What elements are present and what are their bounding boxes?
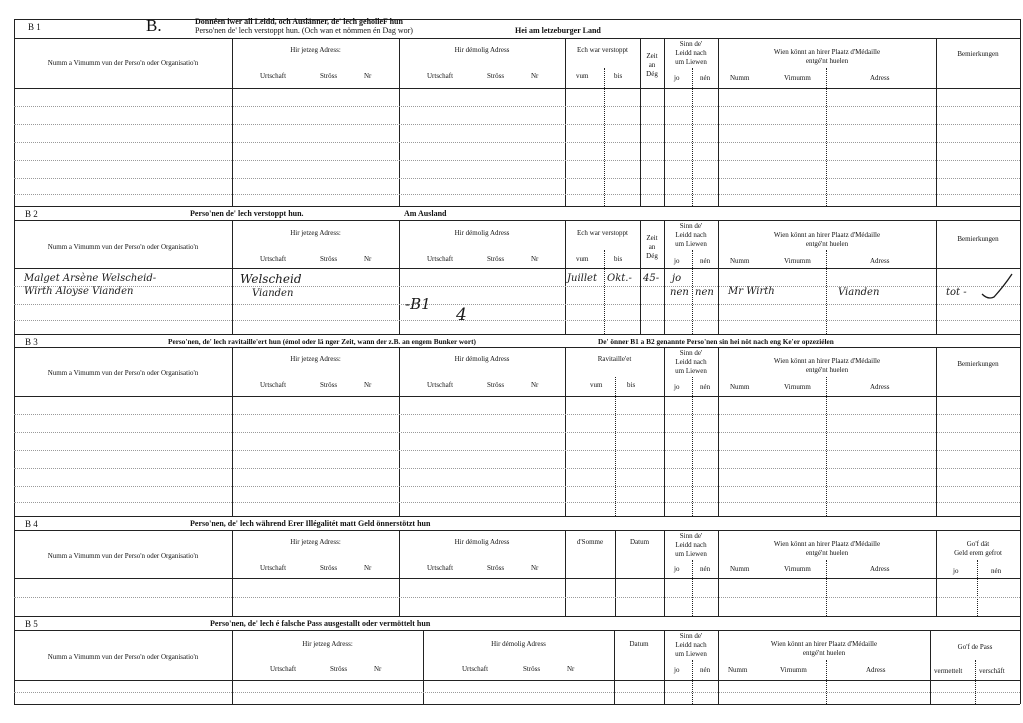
b2-nr-header: Nr <box>364 255 372 263</box>
b3-alive-header-1: Sinn de' <box>679 349 703 357</box>
b2-entry-days: 45- <box>643 273 660 284</box>
b5-former-address-header: Hir démolig Adress <box>491 640 546 648</box>
b1-town2-header: Urtschaft <box>427 72 454 80</box>
b4-former-address-header: Hir démolig Adress <box>454 538 510 546</box>
b2-medal-header-2: entgé'nt huelen <box>805 240 849 248</box>
b1-medal-address-header: Adress <box>870 74 890 82</box>
b3-medal-header-2: entgé'nt huelen <box>805 366 849 374</box>
b3-supplied-header: Ravitaille'et <box>597 355 632 363</box>
b4-current-address-header: Hir jetzeg Adress: <box>290 538 341 546</box>
b4-money-no-header: nén <box>991 567 1002 575</box>
b4-medal-header-2: entgé'nt huelen <box>805 549 849 557</box>
b3-town-header: Urtschaft <box>260 381 287 389</box>
b4-yes-header: jo <box>674 565 680 573</box>
b4-town2-header: Urtschaft <box>427 564 454 572</box>
b2-entry-no: nen <box>695 287 714 298</box>
b1-no-header: nén <box>700 74 711 82</box>
b3-former-address-header: Hir démolig Adress <box>454 355 510 363</box>
b4-sum-header: d'Somme <box>576 538 604 546</box>
b3-nr2-header: Nr <box>531 381 539 389</box>
b4-medal-name-header: Numm <box>730 565 750 573</box>
section-b2-title: Perso'nen de' lech verstoppt hun. <box>190 209 304 218</box>
b3-medal-address-header: Adress <box>870 383 890 391</box>
b3-alive-header-2: Leidd nach <box>675 358 707 366</box>
b2-entry-to: Okt.- <box>607 273 632 284</box>
b2-alive-header-1: Sinn de' <box>679 222 703 230</box>
b1-alive-header-1: Sinn de' <box>679 40 703 48</box>
b1-remarks-header: Bemierkungen <box>957 50 999 58</box>
b2-street-header: Ströss <box>320 255 338 263</box>
b2-nr2-header: Nr <box>531 255 539 263</box>
b2-time-header-3: Dég <box>646 252 658 260</box>
b3-from-header: vum <box>590 381 603 389</box>
b1-former-address-header: Hir démolig Adress <box>454 46 510 54</box>
b1-name-header: Numm a Vimumm vun der Perso'n oder Organisatio'n <box>47 59 199 67</box>
b3-current-address-header: Hir jetzeg Adress: <box>290 355 341 363</box>
b5-medal-firstname-header: Virnumm <box>780 666 807 674</box>
b5-medal-header-2: entgé'nt huelen <box>802 649 846 657</box>
b4-money-yes-header: jo <box>953 567 959 575</box>
b5-nr-header: Nr <box>374 665 382 673</box>
section-b3-note: De' önner B1 a B2 genannte Perso'nen sin hei nöt nach eng Ke'er opzeziélen <box>598 337 834 346</box>
b3-nr-header: Nr <box>364 381 372 389</box>
b2-no-header: nén <box>700 257 711 265</box>
b3-remarks-header: Bemierkungen <box>957 360 999 368</box>
section-b2-label: B 2 <box>25 209 38 219</box>
b2-entry-from: Juillet <box>567 273 597 284</box>
b2-to-header: bis <box>614 255 623 263</box>
b1-nr2-header: Nr <box>531 72 539 80</box>
b5-arranged-header: vermettelt <box>934 667 963 675</box>
b1-nr-header: Nr <box>364 72 372 80</box>
b2-time-header-1: Zeit <box>646 234 658 242</box>
b2-entry-town: Welscheid <box>240 272 302 286</box>
b1-alive-header-3: um Liewen <box>675 58 707 66</box>
b2-entry-mark2: 4 <box>456 305 467 325</box>
form-title-line1: Donnéen iwer all Leidd, och Auslänner, de' lech geholleF hun <box>195 17 403 26</box>
b1-medal-header-1: Wien könnt an hirer Plaatz d'Médaille <box>773 48 881 56</box>
b5-no-header: nén <box>700 666 711 674</box>
b2-medal-address-header: Adress <box>870 257 890 265</box>
b3-street2-header: Ströss <box>487 381 505 389</box>
b5-town-header: Urtschaft <box>270 665 297 673</box>
b4-money-back-header-1: Go'f dät <box>966 540 990 548</box>
b2-entry-remark: tot - <box>946 287 967 298</box>
b1-street2-header: Ströss <box>487 72 505 80</box>
b1-yes-header: jo <box>674 74 680 82</box>
b4-alive-header-1: Sinn de' <box>679 532 703 540</box>
b4-medal-firstname-header: Virnumm <box>784 565 811 573</box>
section-b5-title: Perso'nen, de' lech é falsche Pass ausgestallt oder vermöttelt hun <box>210 619 431 628</box>
b2-entry-yes: jo <box>672 273 682 284</box>
b4-medal-header-1: Wien könnt an hirer Plaatz d'Médaille <box>773 540 881 548</box>
b4-no-header: nén <box>700 565 711 573</box>
b2-entry-yes2: nen <box>670 287 689 298</box>
form-title-line2: Perso'nen de' lech verstoppt hun. (Och wan et nömmen én Dag wor) <box>195 26 413 35</box>
b4-street-header: Ströss <box>320 564 338 572</box>
checkmark-icon <box>978 270 1018 304</box>
b2-street2-header: Ströss <box>487 255 505 263</box>
b2-entry-medal-address: Vianden <box>838 287 880 298</box>
b4-nr-header: Nr <box>364 564 372 572</box>
section-b2-subtitle: Am Ausland <box>404 209 447 218</box>
b1-current-address-header: Hir jetzeg Adress: <box>290 46 341 54</box>
form-big-letter: B. <box>146 16 162 35</box>
b3-medal-name-header: Numm <box>730 383 750 391</box>
b3-town2-header: Urtschaft <box>427 381 454 389</box>
b1-alive-header-2: Leidd nach <box>675 49 707 57</box>
section-b4-title: Perso'nen, de' lech während Erer Illégalitét matt Geld önnerstötzt hun <box>190 519 431 528</box>
section-b3-label: B 3 <box>25 337 38 347</box>
b2-alive-header-3: um Liewen <box>675 240 707 248</box>
section-b4-label: B 4 <box>25 519 38 529</box>
b5-yes-header: jo <box>674 666 680 674</box>
b1-medal-header-2: entgé'nt huelen <box>805 57 849 65</box>
b3-yes-header: jo <box>674 383 680 391</box>
b4-medal-address-header: Adress <box>870 565 890 573</box>
b5-alive-header-3: um Liewen <box>675 650 707 658</box>
b1-town-header: Urtschaft <box>260 72 287 80</box>
b3-no-header: nén <box>700 383 711 391</box>
b2-time-header-2: an <box>648 243 656 251</box>
b3-to-header: bis <box>627 381 636 389</box>
b1-street-header: Ströss <box>320 72 338 80</box>
b5-medal-address-header: Adress <box>866 666 886 674</box>
b5-nr2-header: Nr <box>567 665 575 673</box>
b5-name-header: Numm a Vimumm vun der Perso'n oder Organisatio'n <box>47 653 199 661</box>
b1-time-header-1: Zeit <box>646 52 658 60</box>
b4-alive-header-2: Leidd nach <box>675 541 707 549</box>
b2-entry-name-line2: Wirth Aloyse Vianden <box>24 286 134 297</box>
b2-name-header: Numm a Vimumm vun der Perso'n oder Organisatio'n <box>47 243 199 251</box>
b1-from-header: vum <box>576 72 589 80</box>
b1-time-header-3: Dég <box>646 70 658 78</box>
b5-medal-name-header: Numm <box>728 666 748 674</box>
b3-alive-header-3: um Liewen <box>675 367 707 375</box>
b4-nr2-header: Nr <box>531 564 539 572</box>
b5-alive-header-1: Sinn de' <box>679 632 703 640</box>
b2-entry-name-line1: Malget Arsène Welscheid- <box>24 273 157 284</box>
b2-medal-firstname-header: Virnumm <box>784 257 811 265</box>
b1-medal-firstname-header: Virnumm <box>784 74 811 82</box>
b2-town2-header: Urtschaft <box>427 255 454 263</box>
b4-town-header: Urtschaft <box>260 564 287 572</box>
b4-alive-header-3: um Liewen <box>675 550 707 558</box>
b3-medal-firstname-header: Virnumm <box>784 383 811 391</box>
b5-date-header: Datum <box>629 640 649 648</box>
b5-provided-header: verschäft <box>979 667 1005 675</box>
b2-yes-header: jo <box>674 257 680 265</box>
b5-alive-header-2: Leidd nach <box>675 641 707 649</box>
section-b3-title: Perso'nen, de' lech ravitaille'ert hun (émol oder lä nger Zeit, wann der z.B. an engem Bunker wort) <box>168 337 476 346</box>
section-b1-label: B 1 <box>28 22 41 32</box>
b2-town-header: Urtschaft <box>260 255 287 263</box>
b5-medal-header-1: Wien könnt an hirer Plaatz d'Médaille <box>770 640 878 648</box>
b1-medal-name-header: Numm <box>730 74 750 82</box>
b5-town2-header: Urtschaft <box>462 665 489 673</box>
b4-date-header: Datum <box>629 538 650 546</box>
b4-money-back-header-2: Geld erem gefrot <box>954 549 1002 557</box>
b5-current-address-header: Hir jetzeg Adress: <box>302 640 353 648</box>
b5-passport-header: Go'f de Pass <box>957 643 993 651</box>
b2-from-header: vum <box>576 255 589 263</box>
b2-current-address-header: Hir jetzeg Adress: <box>290 229 341 237</box>
section-b5-label: B 5 <box>25 619 38 629</box>
b2-hidden-header: Ech war verstoppt <box>577 229 628 237</box>
b2-alive-header-2: Leidd nach <box>675 231 707 239</box>
b3-medal-header-1: Wien könnt an hirer Plaatz d'Médaille <box>773 357 881 365</box>
b3-street-header: Ströss <box>320 381 338 389</box>
b2-medal-name-header: Numm <box>730 257 750 265</box>
b3-name-header: Numm a Vimumm vun der Perso'n oder Organisatio'n <box>47 369 199 377</box>
b2-medal-header-1: Wien könnt an hirer Plaatz d'Médaille <box>773 231 881 239</box>
b4-name-header: Numm a Vimumm vun der Perso'n oder Organisatio'n <box>47 552 199 560</box>
b2-entry-mark: -B1 <box>405 295 431 313</box>
b2-entry-medal-name: Mr Wirth <box>728 286 775 297</box>
b1-time-header-2: an <box>648 61 656 69</box>
b1-to-header: bis <box>614 72 623 80</box>
b5-street2-header: Ströss <box>523 665 541 673</box>
b1-hidden-header: Ech war verstoppt <box>577 46 628 54</box>
form-title-country: Hei am letzeburger Land <box>515 26 601 35</box>
b2-former-address-header: Hir démolig Adress <box>454 229 510 237</box>
b5-street-header: Ströss <box>330 665 348 673</box>
b4-street2-header: Ströss <box>487 564 505 572</box>
b2-remarks-header: Bemierkungen <box>957 235 999 243</box>
b2-entry-town2: Vianden <box>252 288 294 299</box>
